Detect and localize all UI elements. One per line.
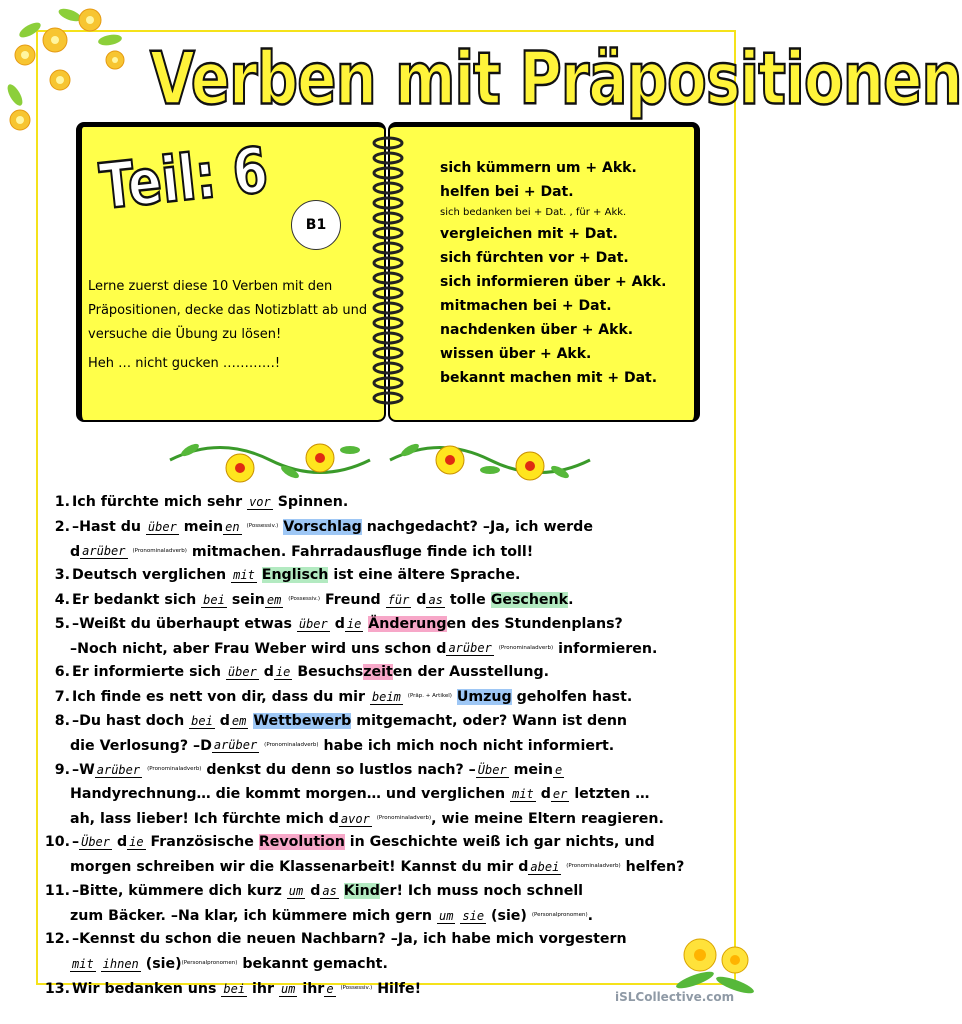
verb-item: wissen über + Akk. xyxy=(440,346,592,362)
answer-field[interactable]: mit xyxy=(512,786,534,801)
exercise-item-continued: d arüber (Pronominaladverb) mitmachen. Fahrradausfluge finde ich toll! xyxy=(70,543,534,560)
answer-field[interactable]: bei xyxy=(191,713,213,728)
exercise-item-continued: Handyrechnung… die kommt morgen… und verglichen mit d er letzten … xyxy=(70,785,650,802)
answer-field[interactable]: ihnen xyxy=(102,957,139,972)
highlight-noun: Änderung xyxy=(368,615,447,632)
exercise-list xyxy=(40,491,740,1002)
answer-field[interactable]: ie xyxy=(129,835,144,850)
exercise-item-continued: die Verlosung? –D arüber (Pronominaladverb) habe ich mich noch nicht informiert. xyxy=(70,737,615,754)
exercise-item-continued: ah, lass lieber! Ich fürchte mich d avor (Pronominaladverb), wie meine Eltern reagieren. xyxy=(70,810,664,827)
exercise-item: 12. –Kennst du schon die neuen Nachbarn? –Ja, ich habe mich vorgestern xyxy=(44,931,627,948)
highlight-noun: Kind xyxy=(343,882,380,899)
exercise-item: 5. –Weißt du überhaupt etwas über d ie Änderungen des Stundenplans? xyxy=(54,615,623,632)
verb-item: sich kümmern um + Akk. xyxy=(440,160,637,176)
verb-item: sich fürchten vor + Dat. xyxy=(440,250,629,266)
no-peeking-text: Heh … nicht gucken …………! xyxy=(88,356,281,371)
highlight-noun: Vorschlag xyxy=(283,518,362,535)
answer-field[interactable]: um xyxy=(438,908,454,923)
answer-field[interactable]: e xyxy=(555,763,563,778)
exercise-item: 9. –W arüber (Pronominaladverb) denkst du denn so lustlos nach? – Über mein e xyxy=(54,762,563,779)
answer-field[interactable]: er xyxy=(552,786,568,801)
answer-field[interactable]: über xyxy=(298,616,328,631)
exercise-item: 1. Ich fürchte mich sehr vor Spinnen. xyxy=(54,494,349,510)
exercise-item: 6. Er informierte sich über d ie Besuchszeiten der Ausstellung. xyxy=(54,664,550,681)
answer-field[interactable]: um xyxy=(280,981,296,996)
verb-item: vergleichen mit + Dat. xyxy=(440,226,618,242)
intro-text: Lerne zuerst diese 10 Verben mit den Präpositionen, decke das Notizblatt ab und versuche die Übung zu lösen! xyxy=(88,279,368,342)
verb-item: mitmachen bei + Dat. xyxy=(440,298,612,314)
answer-field[interactable]: arüber xyxy=(82,544,126,559)
answer-field[interactable]: e xyxy=(326,981,334,996)
exercise-item-continued: mit ihnen (sie)(Personalpronomen) bekannt gemacht. xyxy=(72,956,388,973)
verb-list xyxy=(440,157,695,391)
exercise-item: 10. – Über d ie Französische Revolution in Geschichte weiß ich gar nichts, und xyxy=(44,834,655,851)
answer-field[interactable]: über xyxy=(227,665,257,680)
answer-field[interactable]: sie xyxy=(462,908,485,923)
highlight-noun: Umzug xyxy=(456,688,512,705)
exercise-item-continued: morgen schreiben wir die Klassenarbeit! Kannst du mir d abei (Pronominaladverb) helfen? xyxy=(70,859,685,876)
answer-field[interactable]: avor xyxy=(340,811,370,826)
answer-field[interactable]: beim xyxy=(371,689,401,704)
answer-field[interactable]: em xyxy=(231,713,247,728)
highlight-noun: Geschenk xyxy=(490,591,569,608)
daffodil-icon xyxy=(665,920,765,1000)
page-title: Verben mit Präpositionen xyxy=(150,36,962,121)
exercise-item: 4. Er bedankt sich bei sein em (Possessiv.) Freund für d as tolle Geschenk. xyxy=(54,591,574,608)
verb-item: sich bedanken bei + Dat. , für + Akk. xyxy=(440,207,627,218)
answer-field[interactable]: ie xyxy=(275,665,291,680)
answer-field[interactable]: mit xyxy=(233,568,255,583)
exercise-item: 2. –Hast du über mein en (Possessiv.) Vorschlag nachgedacht? –Ja, ich werde xyxy=(54,518,593,535)
exercise-item: 13. Wir bedanken uns bei ihr um ihr e (Possessiv.) Hilfe! xyxy=(44,980,422,997)
exercise-item: 8. –Du hast doch bei d em Wettbewerb mitgemacht, oder? Wann ist denn xyxy=(54,712,628,729)
exercise-item: 7. Ich finde es nett von dir, dass du mir beim (Präp. + Artikel) Umzug geholfen hast. xyxy=(54,688,633,705)
answer-field[interactable]: ie xyxy=(346,616,362,631)
exercise-item: 3. Deutsch verglichen mit Englisch ist eine ältere Sprache. xyxy=(54,567,521,584)
highlight-noun: Revolution xyxy=(258,834,345,851)
answer-field[interactable]: arüber xyxy=(213,738,258,753)
highlight-noun: Wettbewerb xyxy=(253,712,352,729)
answer-field[interactable]: as xyxy=(428,592,443,607)
highlight-noun: Englisch xyxy=(261,567,329,584)
flower-vine-icon xyxy=(160,430,600,490)
answer-field[interactable]: bei xyxy=(223,981,246,996)
answer-field[interactable]: bei xyxy=(203,592,225,607)
answer-field[interactable]: arüber xyxy=(448,641,492,656)
answer-field[interactable]: Über xyxy=(81,835,110,850)
exercise-item: 11. –Bitte, kümmere dich kurz um d as Kinder! Ich muss noch schnell xyxy=(44,882,584,899)
answer-field[interactable]: as xyxy=(322,883,337,898)
answer-field[interactable]: um xyxy=(288,883,304,898)
answer-field[interactable]: mit xyxy=(72,957,94,972)
answer-field[interactable]: em xyxy=(266,592,282,607)
verb-item: helfen bei + Dat. xyxy=(440,184,574,200)
verb-item: sich informieren über + Akk. xyxy=(440,274,667,290)
level-badge: B1 xyxy=(291,200,341,250)
answer-field[interactable]: arüber xyxy=(96,763,141,778)
verb-item: bekannt machen mit + Dat. xyxy=(440,370,658,386)
verb-item: nachdenken über + Akk. xyxy=(440,322,634,338)
answer-field[interactable]: für xyxy=(387,592,410,607)
answer-field[interactable]: en xyxy=(225,519,240,534)
part-label: Teil: 6 xyxy=(96,133,272,224)
answer-field[interactable]: abei xyxy=(530,860,560,875)
exercise-item-continued: –Noch nicht, aber Frau Weber wird uns schon d arüber (Pronominaladverb) informieren. xyxy=(70,640,658,657)
answer-field[interactable]: vor xyxy=(249,495,271,509)
answer-field[interactable]: über xyxy=(147,519,177,534)
highlight-noun: zeit xyxy=(363,664,393,681)
answer-field[interactable]: Über xyxy=(477,763,507,778)
watermark: iSLCollective.com xyxy=(615,990,735,1004)
exercise-item-continued: zum Bäcker. –Na klar, ich kümmere mich gern um sie (sie) (Personalpronomen). xyxy=(70,907,594,924)
